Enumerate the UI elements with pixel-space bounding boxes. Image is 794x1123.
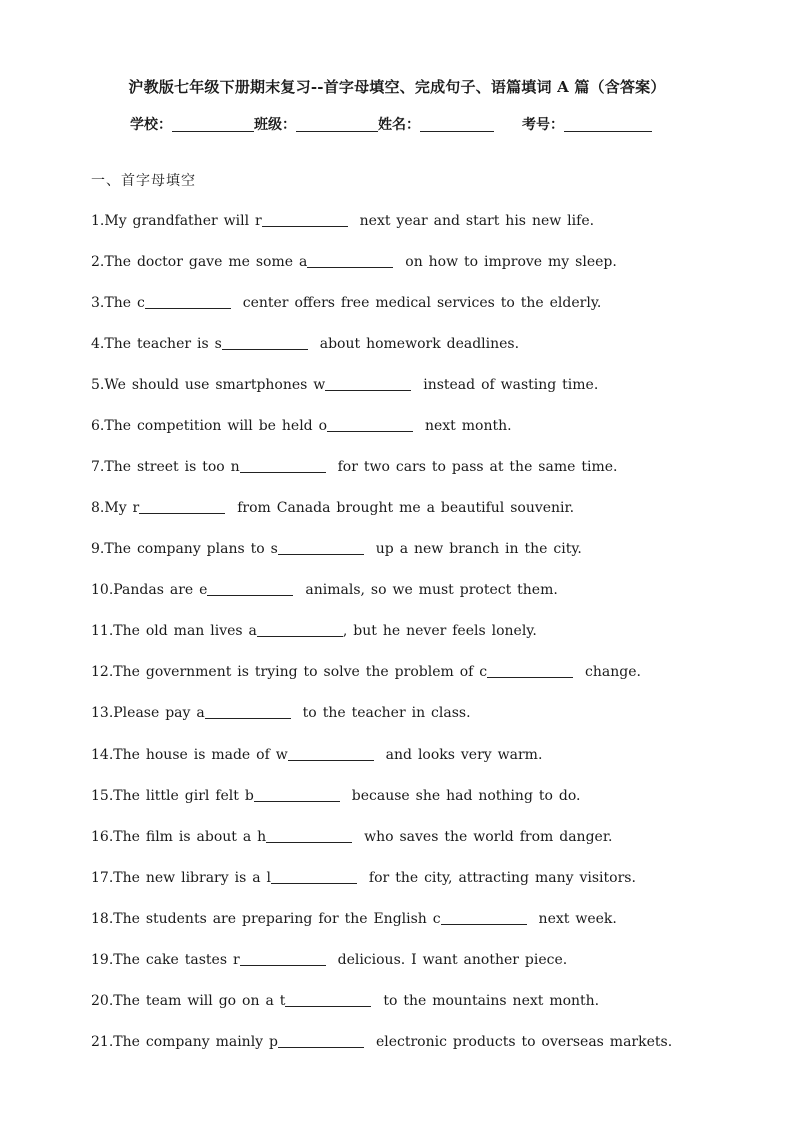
section-heading: 一、首字母填空 [91, 173, 196, 189]
question-item [91, 213, 594, 229]
question-text-before: 4.The teacher is s [91, 336, 222, 352]
question-text-after: next month. [419, 418, 512, 434]
question-text-after: change. [579, 664, 641, 680]
name-label: 姓名： [378, 117, 420, 133]
question-text-after: about homework deadlines. [313, 336, 520, 352]
question-text-before: 19.The cake tastes r [91, 952, 240, 968]
name-blank[interactable] [420, 117, 494, 132]
question-text-after: next year and start his new life. [353, 213, 595, 229]
question-text-after: , but he never feels lonely. [342, 623, 537, 639]
question-text-after: to the teacher in class. [296, 705, 471, 721]
answer-blank[interactable] [240, 459, 326, 473]
question-text-after: for the city, attracting many visitors. [362, 870, 636, 886]
question-item [91, 705, 471, 721]
question-item [91, 911, 617, 927]
class-label: 班级： [254, 117, 296, 133]
answer-blank[interactable] [325, 377, 411, 391]
answer-blank[interactable] [222, 336, 308, 350]
answer-blank[interactable] [262, 213, 348, 227]
answer-blank[interactable] [271, 870, 357, 884]
question-text-after: who saves the world from danger. [358, 829, 613, 845]
answer-blank[interactable] [288, 747, 374, 761]
question-item [91, 829, 612, 845]
answer-blank[interactable] [327, 418, 413, 432]
question-text-before: 6.The competition will be held o [91, 418, 328, 434]
question-text-before: 1.My grandfather will r [91, 213, 262, 229]
class-blank[interactable] [296, 117, 378, 132]
question-item [91, 377, 598, 393]
question-text-before: 15.The little girl felt b [91, 788, 254, 804]
answer-blank[interactable] [257, 623, 343, 637]
question-text-before: 13.Please pay a [91, 705, 205, 721]
question-text-after: up a new branch in the city. [369, 541, 582, 557]
answer-blank[interactable] [266, 829, 352, 843]
question-text-after: on how to improve my sleep. [399, 254, 617, 270]
question-text-before: 17.The new library is a l [91, 870, 271, 886]
question-text-after: electronic products to overseas markets. [370, 1034, 673, 1050]
answer-blank[interactable] [307, 254, 393, 268]
question-text-before: 7.The street is too n [91, 459, 240, 475]
exam-number-field [522, 114, 652, 134]
answer-blank[interactable] [139, 500, 225, 514]
question-text-after: because she had nothing to do. [345, 788, 581, 804]
question-text-after: instead of wasting time. [417, 377, 599, 393]
school-label: 学校： [130, 117, 172, 133]
question-item [91, 870, 636, 886]
question-text-after: delicious. I want another piece. [331, 952, 568, 968]
answer-blank[interactable] [285, 993, 371, 1007]
question-item [91, 500, 574, 516]
question-item [91, 747, 542, 763]
question-text-after: next week. [532, 911, 617, 927]
question-text-before: 8.My r [91, 500, 140, 516]
answer-blank[interactable] [205, 705, 291, 719]
question-item [91, 664, 641, 680]
question-text-before: 21.The company mainly p [91, 1034, 278, 1050]
question-text-before: 9.The company plans to s [91, 541, 278, 557]
question-text-before: 5.We should use smartphones w [91, 377, 326, 393]
question-item [91, 1034, 672, 1050]
question-text-after: animals, so we must protect them. [299, 582, 558, 598]
question-text-after: to the mountains next month. [377, 993, 600, 1009]
question-item [91, 952, 567, 968]
question-item [91, 459, 617, 475]
school-field [130, 114, 254, 134]
answer-blank[interactable] [145, 295, 231, 309]
question-text-after: and looks very warm. [379, 747, 543, 763]
question-text-before: 16.The film is about a h [91, 829, 267, 845]
question-text-after: from Canada brought me a beautiful souvenir. [231, 500, 575, 516]
question-item [91, 336, 519, 352]
exam-number-blank[interactable] [564, 117, 652, 132]
question-item [91, 993, 599, 1009]
exam-number-label: 考号： [522, 117, 564, 133]
question-item [91, 295, 601, 311]
question-text-before: 12.The government is trying to solve the problem of c [91, 664, 488, 680]
question-text-before: 3.The c [91, 295, 145, 311]
class-field [254, 114, 378, 134]
question-text-before: 2.The doctor gave me some a [91, 254, 308, 270]
answer-blank[interactable] [207, 582, 293, 596]
question-item [91, 418, 512, 434]
answer-blank[interactable] [278, 541, 364, 555]
question-text-after: for two cars to pass at the same time. [331, 459, 618, 475]
question-text-before: 11.The old man lives a [91, 623, 257, 639]
answer-blank[interactable] [441, 911, 527, 925]
answer-blank[interactable] [278, 1034, 364, 1048]
answer-blank[interactable] [254, 788, 340, 802]
page-title: 沪教版七年级下册期末复习--首字母填空、完成句子、语篇填词 A 篇（含答案） [128, 78, 666, 96]
question-item [91, 788, 580, 804]
question-item [91, 254, 617, 270]
question-text-before: 10.Pandas are e [91, 582, 208, 598]
question-text-before: 18.The students are preparing for the English c [91, 911, 441, 927]
question-item [91, 623, 537, 639]
question-text-before: 14.The house is made of w [91, 747, 288, 763]
question-item [91, 541, 582, 557]
student-info-row [130, 114, 652, 134]
name-field [378, 114, 522, 134]
school-blank[interactable] [172, 117, 254, 132]
question-text-before: 20.The team will go on a t [91, 993, 286, 1009]
question-text-after: center offers free medical services to the elderly. [236, 295, 602, 311]
answer-blank[interactable] [240, 952, 326, 966]
question-item [91, 582, 558, 598]
answer-blank[interactable] [487, 664, 573, 678]
